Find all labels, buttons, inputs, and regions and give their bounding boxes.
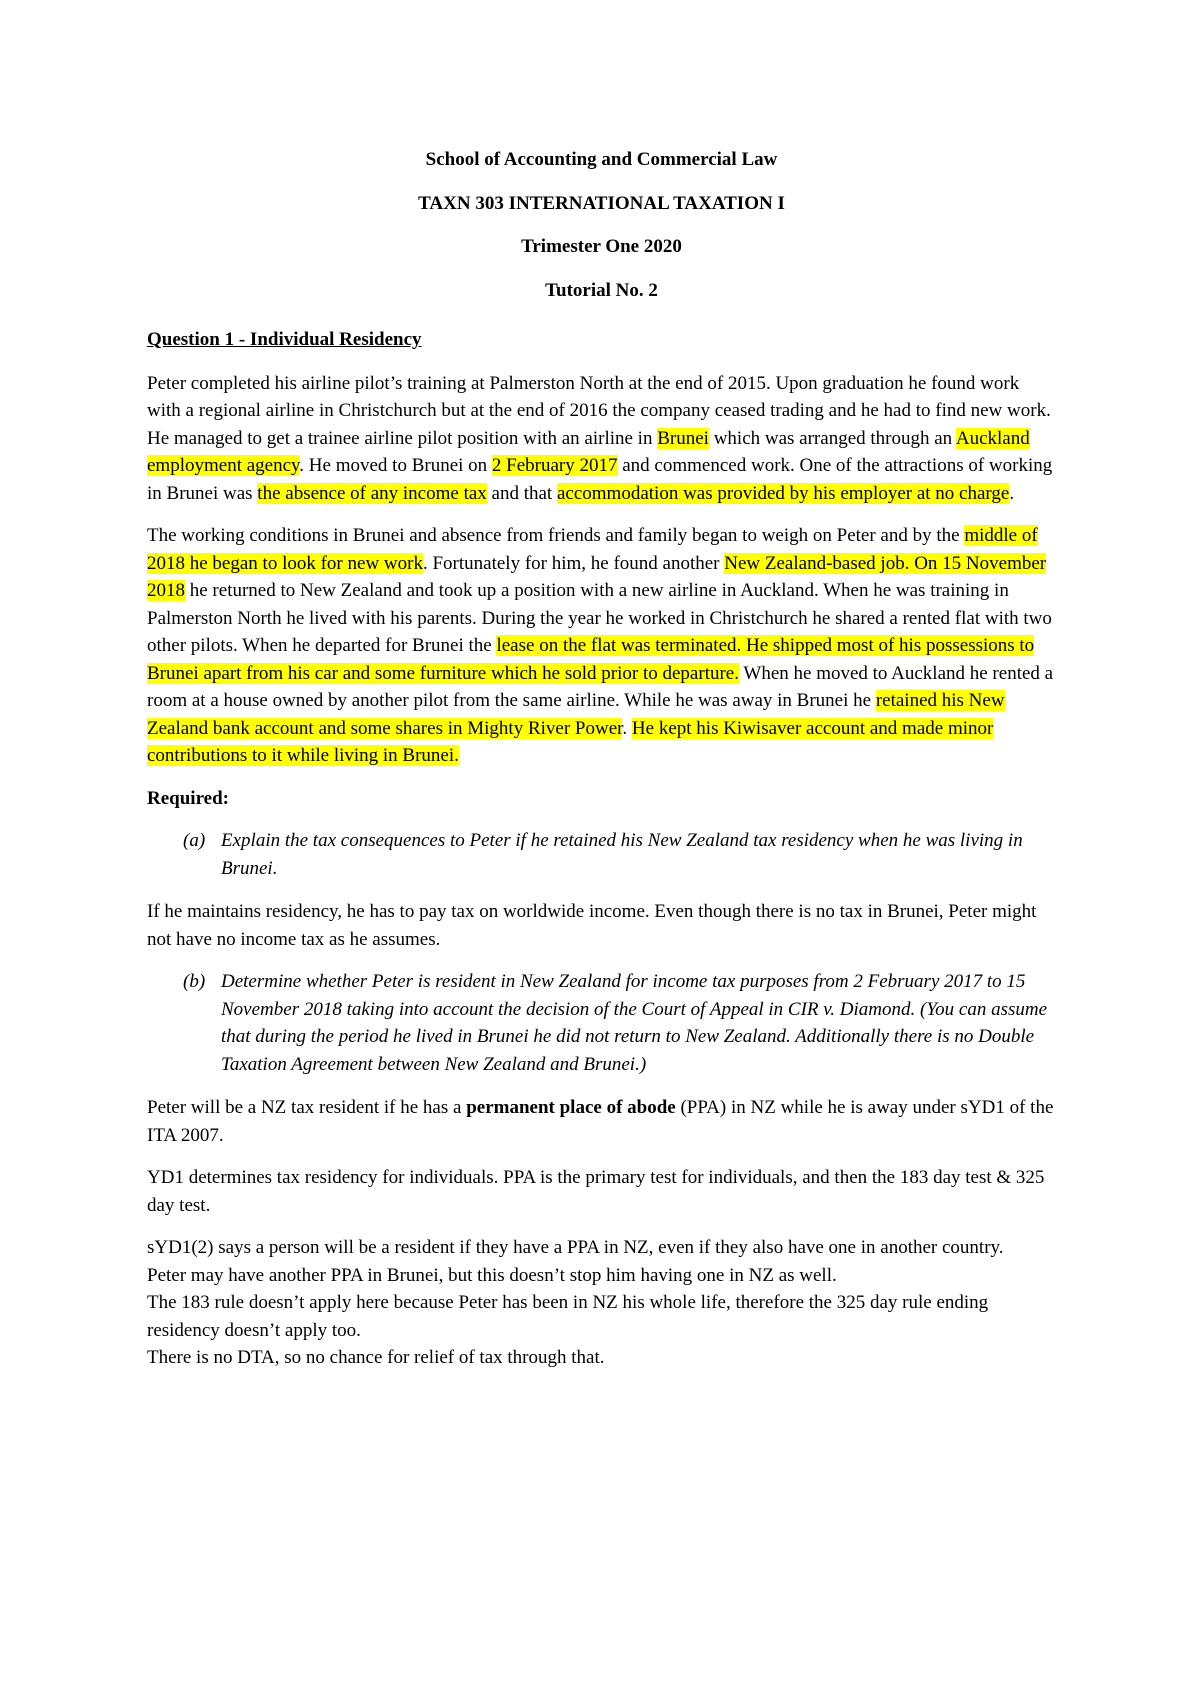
highlighted-text: retained his New Zealand bank account and some shares in Mighty River Power <box>147 690 1005 739</box>
text-run: . <box>622 717 632 739</box>
part-b-question <box>147 968 1056 1078</box>
highlighted-text: lease on the flat was terminated. He shipped most of his possessions to Brunei apart from his car and some furniture which he sold prior to departure. <box>147 635 1035 684</box>
answer-line: Peter may have another PPA in Brunei, but this doesn’t stop him having one in NZ as well. <box>147 1264 837 1286</box>
answer-line: The 183 rule doesn’t apply here because Peter has been in NZ his whole life, therefore the 325 day rule ending residency doesn’t apply too. <box>147 1292 989 1341</box>
tutorial-heading: Tutorial No. 2 <box>545 279 658 301</box>
question-title: Question 1 - Individual Residency <box>147 329 422 350</box>
highlighted-text: Auckland employment agency <box>147 427 1030 476</box>
answer-b-paragraph-1 <box>147 1094 1056 1149</box>
text-run: . <box>1009 482 1015 504</box>
answer-a: If he maintains residency, he has to pay tax on worldwide income. Even though there is no tax in Brunei, Peter might not have no income tax as he assumes. <box>147 901 1037 950</box>
text-run: and commenced work. One of the attractions of working in Brunei was <box>147 455 1053 504</box>
highlighted-text: Brunei <box>657 427 709 449</box>
text-run: which was arranged through an <box>708 427 956 449</box>
highlighted-text: New Zealand-based job. On 15 November 2018 <box>147 552 1047 601</box>
highlighted-text: middle of 2018 he began to look for new work <box>147 525 1038 574</box>
answer-b-paragraph-3 <box>147 1234 1056 1372</box>
text-run: and that <box>486 482 557 504</box>
part-b-label: (b) <box>183 971 206 992</box>
scenario-paragraph-1 <box>147 370 1056 508</box>
answer-line: There is no DTA, so no chance for relief of tax through that. <box>147 1347 605 1368</box>
highlighted-text: the absence of any income tax <box>257 482 487 504</box>
highlighted-text: 2 February 2017 <box>491 455 618 476</box>
course-heading: TAXN 303 INTERNATIONAL TAXATION I <box>418 192 785 214</box>
scenario-paragraph-2 <box>147 522 1056 770</box>
text-run: he returned to New Zealand and took up a position with a new airline in Auckland. When he was training in Palmerston North he lived with his parents. During the year he worked in Christchurch he shared a rented flat with two other pilots. When he departed for Brunei the <box>147 580 1052 656</box>
text-run: . Fortunately for him, he found another <box>422 552 725 574</box>
text-run: Peter completed his airline pilot’s training at Palmerston North at the end of 2015. Upon graduation he found work with a regional airline in Christchurch but at the end of 2016 the company ceased trading and he had to find new work. He managed to get a trainee airline pilot position with an airline in <box>147 372 1051 449</box>
part-a-label: (a) <box>183 830 206 851</box>
school-heading: School of Accounting and Commercial Law <box>425 149 778 170</box>
required-heading: Required: <box>147 787 229 809</box>
answer-line: sYD1(2) says a person will be a resident if they have a PPA in NZ, even if they also have one in another country. <box>147 1237 1004 1258</box>
part-a-text: Explain the tax consequences to Peter if he retained his New Zealand tax residency when he was living in Brunei. <box>221 830 1023 879</box>
text-run: (PPA) in NZ while he is away under sYD1 of the ITA 2007. <box>147 1097 1054 1146</box>
highlighted-text: accommodation was provided by his employer at no charge <box>556 482 1010 504</box>
term-heading: Trimester One 2020 <box>521 236 682 257</box>
text-run: The working conditions in Brunei and absence from friends and family began to weigh on Peter and by the <box>147 525 965 546</box>
highlighted-text: He kept his Kiwisaver account and made minor contributions to it while living in Brunei. <box>147 717 994 766</box>
part-b-text: Determine whether Peter is resident in New Zealand for income tax purposes from 2 February 2017 to 15 November 2018 taking into account the decision of the Court of Appeal in CIR v. Diamond. (You can assume that during the period he lived in Brunei he did not return to New Zealand. Additionally there is no Double Taxation Agreement between New Zealand and Brunei.) <box>221 971 1048 1075</box>
text-run: . He moved to Brunei on <box>299 455 492 476</box>
bold-term: permanent place of abode <box>466 1097 676 1118</box>
text-run: Peter will be a NZ tax resident if he has a <box>147 1097 467 1118</box>
answer-b-paragraph-2: YD1 determines tax residency for individuals. PPA is the primary test for individuals, and then the 183 day test & 325 day test. <box>147 1167 1045 1216</box>
text-run: When he moved to Auckland he rented a room at a house owned by another pilot from the same airline. While he was away in Brunei he <box>147 662 1054 711</box>
part-a-question <box>147 827 1056 882</box>
